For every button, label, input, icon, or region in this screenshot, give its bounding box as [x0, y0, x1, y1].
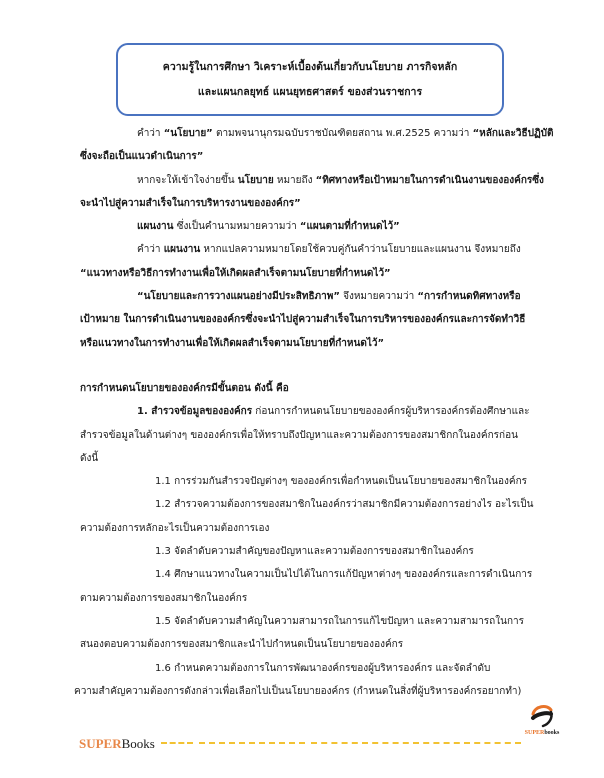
definition: “ทิศทางหรือเป้าหมายในการดำเนินงานขององค์กรซึ่ง: [315, 174, 544, 186]
footer-brand: [79, 736, 155, 752]
list-item-1-3: 1.3 จัดลำดับความสำคัญของปัญหาและความต้องการของสมาชิกในองค์กร: [155, 546, 474, 558]
brand-super: SUPER: [79, 736, 122, 751]
logo-books: books: [544, 730, 560, 736]
definition: ซึ่งจะถือเป็นแนวดำเนินการ”: [80, 151, 204, 163]
definition: “แนวทางหรือวิธีการทำงานเพื่อให้เกิดผลสำเร็จตามนโยบายที่กำหนดไว้”: [80, 267, 391, 279]
text: หากจะให้เข้าใจง่ายขึ้น: [137, 174, 238, 186]
term: แผนงาน: [137, 221, 174, 233]
paragraph-5-line-3: [80, 332, 528, 355]
step-1-line-1: [80, 400, 528, 423]
term-policy: “นโยบาย”: [163, 128, 213, 139]
title-box: [116, 43, 504, 116]
text: คำว่า: [137, 128, 164, 139]
title-line-1: ความรู้ในการศึกษา วิเคราะห์เบื้องต้นเกี่ยวกับนโยบาย ภารกิจหลัก: [162, 60, 458, 73]
logo-text: [525, 730, 560, 736]
step-title: 1. สำรวจข้อมูลขององค์กร: [137, 406, 253, 418]
text: ตามพจนานุกรมฉบับราชบัณฑิตยสถาน พ.ศ.2525 ความว่า: [212, 128, 473, 139]
definition: “แผนตามที่กำหนดไว้”: [299, 221, 400, 233]
definition: จะนำไปสู่ความสำเร็จในการบริหารงานขององค์กร”: [80, 197, 301, 209]
definition: หรือแนวทางในการทำงานเพื่อให้เกิดผลสำเร็จตามนโยบายที่กำหนดไว้”: [80, 337, 385, 349]
text: จึงหมายความว่า: [339, 291, 418, 303]
list-item-1-6: 1.6 กำหนดความต้องการในการพัฒนาองค์กรของผู้บริหารองค์กร และจัดลำดับ: [155, 662, 491, 674]
list-item-1-6-cont: ความสำคัญความต้องการดังกล่าวเพื่อเลือกไปเป็นนโยบายองค์กร (กำหนดในสิ่งที่ผู้บริหารองค์กรอยากทำ): [74, 685, 522, 697]
footer-divider: [311, 742, 521, 746]
term: แผนงาน: [163, 244, 201, 256]
text: คำว่า: [137, 244, 164, 256]
list-item-1-5: 1.5 จัดลำดับความสำคัญในความสามารถในการแก้ไขปัญหา และความสามารถในการ: [155, 615, 524, 627]
list-item-1-2: 1.2 สำรวจความต้องการของสมาชิกในองค์กรว่าสมาชิกมีความต้องการอย่างไร อะไรเป็น: [155, 499, 534, 511]
paragraph-3: [80, 215, 528, 238]
list-item-1-4-cont: ตามความต้องการของสมาชิกในองค์กร: [80, 592, 248, 604]
list-item-1-1: 1.1 การร่วมกันสำรวจปัญต่างๆ ขององค์กรเพื่อกำหนดเป็นนโยบายของสมาชิกในองค์กร: [155, 476, 527, 488]
heading-text: การกำหนดนโยบายขององค์กรมีขั้นตอน ดังนี้ คือ: [80, 382, 289, 394]
paragraph-5-line-2: [80, 308, 528, 331]
document-body: [74, 122, 554, 703]
list-item-1-4: 1.4 ศึกษาแนวทางในความเป็นไปได้ในการแก้ปัญหาต่างๆ ขององค์กรและการดำเนินการ: [155, 569, 533, 581]
section-heading: [80, 377, 528, 400]
text: ก่อนการกำหนดนโยบายขององค์กรผู้บริหารองค์กรต้องศึกษาและ: [252, 406, 530, 418]
paragraph-2-line-2: [80, 192, 528, 215]
footer-divider: [161, 742, 193, 746]
footer: [79, 736, 521, 752]
text: หมายถึง: [273, 174, 316, 186]
superbooks-logo: [520, 702, 564, 746]
logo-swoosh-icon: [529, 702, 555, 728]
title-line-2: และแผนกลยุทธ์ แผนยุทธศาสตร์ ของส่วนราชการ: [197, 85, 423, 98]
logo-super: SUPER: [524, 730, 545, 736]
definition: “การกำหนดทิศทางหรือ: [417, 291, 521, 303]
list-item-1-2-cont: ความต้องการหลักอะไรเป็นความต้องการเอง: [80, 522, 270, 534]
list-item-1-5-cont: สนองตอบความต้องการของสมาชิกและนำไปกำหนดเป็นนโยบายขององค์กร: [80, 639, 404, 651]
paragraph-5-line-1: [80, 285, 528, 308]
step-1-line-3: ดังนี้: [80, 452, 99, 464]
text: หากแปลความหมายโดยใช้ควบคู่กันคำว่านโยบายและแผนงาน จึงหมายถึง: [200, 244, 521, 256]
paragraph-4-line-1: [80, 238, 528, 261]
paragraph-1-line-2: [80, 145, 528, 168]
paragraph-1-line-1: [80, 122, 554, 145]
brand-books: Books: [121, 736, 155, 751]
step-1-line-2: สำรวจข้อมูลในด้านต่างๆ ขององค์กรเพื่อให้ทราบถึงปัญหาและความต้องการของสมาชิกกในองค์กรก่อน: [80, 429, 518, 441]
term: “นโยบายและการวางแผนอย่างมีประสิทธิภาพ”: [137, 291, 340, 303]
paragraph-4-line-2: [80, 262, 528, 285]
definition: “หลักและวิธีปฏิบัติ: [472, 128, 554, 139]
footer-divider: [199, 742, 305, 746]
definition: เป้าหมาย ในการดำเนินงานขององค์กรซึ่งจะนำไปสู่ความสำเร็จในการบริหารขององค์กรและการจัดทำวิธี: [80, 314, 526, 326]
paragraph-2-line-1: [80, 169, 544, 192]
term: นโยบาย: [237, 174, 274, 186]
text: ซึ่งเป็นคำนามหมายความว่า: [173, 221, 300, 233]
